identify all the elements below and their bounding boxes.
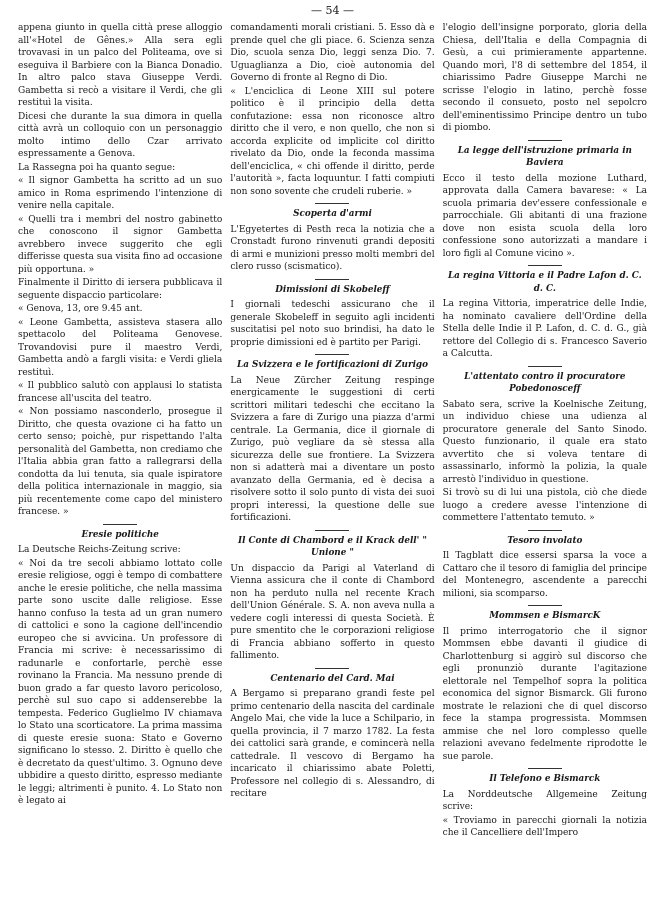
column-2 — [230, 22, 434, 894]
article-heading: Dimissioni di Skobeleff — [275, 284, 390, 295]
article-paragraph: Un dispaccio da Parigi al Vaterland di Vienna assicura che il conte di Chambord non ha perduto nulla nel recente Krach dell'Union Générale. S. A. non aveva nulla a vedere cogli interessi di questa Società. È pure smentito che le corporazioni religiose di Francia abbiano sofferto in questo fallimento. — [230, 563, 435, 661]
section-divider — [315, 279, 349, 280]
section-divider — [315, 530, 349, 531]
article-heading: La Svizzera e le fortificazioni di Zurigo — [237, 360, 428, 370]
section-divider — [315, 354, 349, 355]
article-heading: Eresie politiche — [81, 529, 159, 540]
article-paragraph: « Leone Gambetta, assisteva stasera allo spettacolo del Politeama Genovese. Trovandovisi pure il maestro Verdi, Gambetta andò a fargli visita: e Verdi gliela restituì. — [18, 317, 223, 378]
article-paragraph: A Bergamo si preparano grandi feste pel primo centenario della nascita del cardinale Angelo Mai, che vide la luce a Schilpario, in quella provincia, il 7 marzo 1782. La festa dei cattolici sarà grande, e comincerà nella cattedrale. Il vescovo di Bergamo ha incaricato il chiarissimo abate Poletti, Professore nel collegio di s. Alessandro, di recitare — [230, 689, 435, 799]
section-divider — [315, 203, 349, 204]
section-divider — [528, 768, 562, 769]
column-3 — [443, 22, 647, 894]
article-paragraph: La Deutsche Reichs-Zeitung scrive: — [18, 545, 181, 555]
section-divider — [315, 668, 349, 669]
article-paragraph: appena giunto in quella città prese alloggio all'«Hotel de Gênes.» Alla sera egli trovavasi in un palco del Politeama, ove si eseguiva il Barbiere con la Bianca Donadio. In altro palco stava Giuseppe Verdi. Gambetta si recò a visitare il Verdi, che gli restituì la visita. — [18, 23, 223, 108]
article-paragraph: « Il pubblico salutò con applausi lo statista francese all'uscita del teatro. — [18, 381, 223, 404]
article-paragraph: La Neue Zürcher Zeitung respinge energicamente le suggestioni di certi scrittori militari tedeschi che eccitano la Svizzera a fare di Zurigo una piazza d'armi centrale. La Germania, dice il giornale di Zurigo, può vegliare da sè stessa alla sicurezza delle sue frontiere. La Svizzera non si adatterà mai a diventare un posto avanzato della Germania, ed è decisa a risolvere sotto il solo punto di vista dei suoi propri interessi, la questione delle sue fortificazioni. — [230, 375, 435, 523]
article-paragraph: « Noi da tre secoli abbiamo lottato colle eresie religiose, oggi è tempo di combattere anche le eresie politiche, che nella massima parte sono uscite dalle religiose. Esse hanno confuso la testa ad un gran numero di cattolici e sono la cagione dell'incendio europeo che si avvicina. Un professore di Francia mi scrive: è necessarissimo di radunarle e confortarle, perchè esse rovinano la Francia. Ma nessuno prende di buon grado a far questo lavoro pericoloso, perchè sul suo capo si addenserebbe la tempesta. Federico Guglielmo IV chiamava lo Stato una scorticatore. La prima massima di queste eresie suona: Stato e Governo significano lo stesso. 2. Diritto è quello che è decretato da quest'ultimo. 3. Ognuno deve ubbidire a questo diritto, espresso mediante le leggi; altrimenti è punito. 4. Lo Stato non è legato ai — [18, 558, 223, 806]
article-heading: Tesoro involato — [507, 535, 583, 546]
column-1 — [18, 22, 222, 894]
article-paragraph: I giornali tedeschi assicurano che il generale Skobeleff in seguito agli incidenti suscitatisi pel noto suo brindisi, ha dato le proprie dimissioni ed è partito per Parigi. — [230, 300, 435, 348]
article-paragraph: La Norddeutsche Allgemeine Zeitung scrive: — [442, 789, 647, 812]
article-heading: Mommsen e BismarcK — [489, 611, 601, 621]
section-divider — [528, 265, 562, 266]
article-paragraph: Il primo interrogatorio che il signor Mommsen ebbe davanti il giudice di Charlottenburg si aggirò sul discorso che egli pronunziò durante l'agitazione elettorale nel Tempelhof sopra la politica economica del signor Bismarck. Gli furono mostrate le relazioni che di quel discorso fece la stampa progressista. Mommsen ammise che nel loro complesso quelle relazioni avevano fedelmente riprodotte le sue parole. — [442, 626, 647, 762]
section-divider — [528, 366, 562, 367]
section-divider — [103, 524, 137, 525]
article-heading: Centenario del Card. Mai — [270, 673, 395, 684]
page-number: — 54 — — [311, 4, 354, 17]
article-paragraph: Sabato sera, scrive la Koelnische Zeitung, un individuo chiese una udienza al procuratore generale del Santo Sinodo. Questo funzionario, il quale era stato avvertito che si voleva tentare di assassinarlo, informò la polizia, la quale arrestò l'individuo in questione. — [442, 399, 647, 485]
article-paragraph: La Rassegna poi ha quanto segue: — [18, 162, 176, 173]
article-paragraph: La regina Vittoria, imperatrice delle Indie, ha nominato cavaliere dell'Ordine della Stella delle Indie il P. Lafon, d. C. d. G., già rettore del Collegio di s. Francesco Saverio a Calcutta. — [442, 299, 647, 359]
article-paragraph: « Genova, 13, ore 9.45 ant. — [18, 304, 143, 314]
article-paragraph: L'Egyetertes di Pesth reca la notizia che a Cronstadt furono rinvenuti grandi depositi di armi e munizioni presso molti membri del clero russo (scismatico). — [230, 224, 435, 272]
article-paragraph: « Il signor Gambetta ha scritto ad un suo amico in Roma esprimendo l'intenzione di venire nella capitale. — [18, 176, 223, 211]
article-paragraph: Finalmente il Diritto di iersera pubblicava il seguente dispaccio particolare: — [18, 278, 223, 301]
article-paragraph: Si trovò su di lui una pistola, ciò che diede luogo a credere avesse l'intenzione di commettere l'attentato temuto. » — [442, 488, 647, 523]
article-paragraph: Ecco il testo della mozione Luthard, approvata dalla Camera bavarese: « La scuola primaria dev'essere confessionale e parrocchiale. Gli abitanti di una frazione dove non esista scuola della loro confessione sono autorizzati a mandare i loro figli al Comune vicino ». — [442, 173, 647, 259]
article-paragraph: « Troviamo in parecchi giornali la notizia che il Cancelliere dell'Impero — [442, 815, 647, 838]
article-heading: La legge dell'istruzione primaria in Baviera — [457, 145, 632, 168]
section-divider — [528, 530, 562, 531]
section-divider — [528, 605, 562, 606]
article-paragraph: « L'enciclica di Leone XIII sul potere politico è il principio della detta confutazione: essa non riconosce altro diritto che il vero, e non quello, che non si accorda explicite od implicite col diritto rivelato da Dio, onde la feconda massima dell'enciclica, « chi offende il diritto, perde l'autorità », facta loquuntur. I fatti compiuti non sono sovente che crudeli ruberie. » — [230, 86, 435, 197]
article-paragraph: « Non possiamo nasconderlo, prosegue il Diritto, che questa ovazione ci ha fatto un certo senso; poichè, pur rispettando l'alta personalità del Gambetta, non crediamo che l'Italia abbia gran fatto a rallegrarsi della condotta da lui tenuta, sia quale ispiratore della politica internazionale in maggio, sia più recentemente come capo del ministero francese. » — [18, 407, 223, 517]
article-heading: L'attentato contro il procuratore Pobedonosceff — [464, 371, 626, 394]
article-paragraph: comandamenti morali cristiani. 5. Esso dà e prende quel che gli piace. 6. Scienza senza Dio, scuola senza Dio, leggi senza Dio. 7. Uguaglianza a Dio, cioè autonomia del Governo di fronte al Regno di Dio. — [230, 23, 435, 83]
article-paragraph: « Quelli tra i membri del nostro gabinetto che conoscono il signor Gambetta avrebbero invece suggerito che egli differisse questa sua visita fino ad occasione più opportuna. » — [18, 214, 223, 275]
section-divider — [528, 140, 562, 141]
article-heading: La regina Vittoria e il Padre Lafon d. C. d. C. — [447, 271, 642, 294]
article-paragraph: l'elogio dell'insigne porporato, gloria della Chiesa, dell'Italia e della Compagnia di Gesù, a cui primieramente appartenne. Quando morì, l'8 di settembre del 1854, il chiarissimo Padre Giuseppe Marchi ne scrisse l'elogio in latino, perchè fosse secondo il consueto, posto nel sepolcro dell'eminentissimo Principe dentro un tubo di piombo. — [442, 23, 647, 133]
article-paragraph: Dicesi che durante la sua dimora in quella città avrà un colloquio con un personaggio molto intimo dello Czar arrivato espressamente a Genova. — [18, 111, 223, 159]
article-heading: Il Conte di Chambord e il Krack dell' " Unione " — [237, 535, 427, 558]
article-heading: Scoperta d'armi — [293, 209, 372, 219]
article-paragraph: Il Tagblatt dice essersi sparsa la voce a Cattaro che il tesoro di famiglia del principe del Montenegro, ascendente a parecchi milioni, sia scomparso. — [442, 551, 647, 599]
columns-container — [18, 22, 647, 894]
article-heading: Il Telefono e Bismarck — [489, 774, 601, 784]
